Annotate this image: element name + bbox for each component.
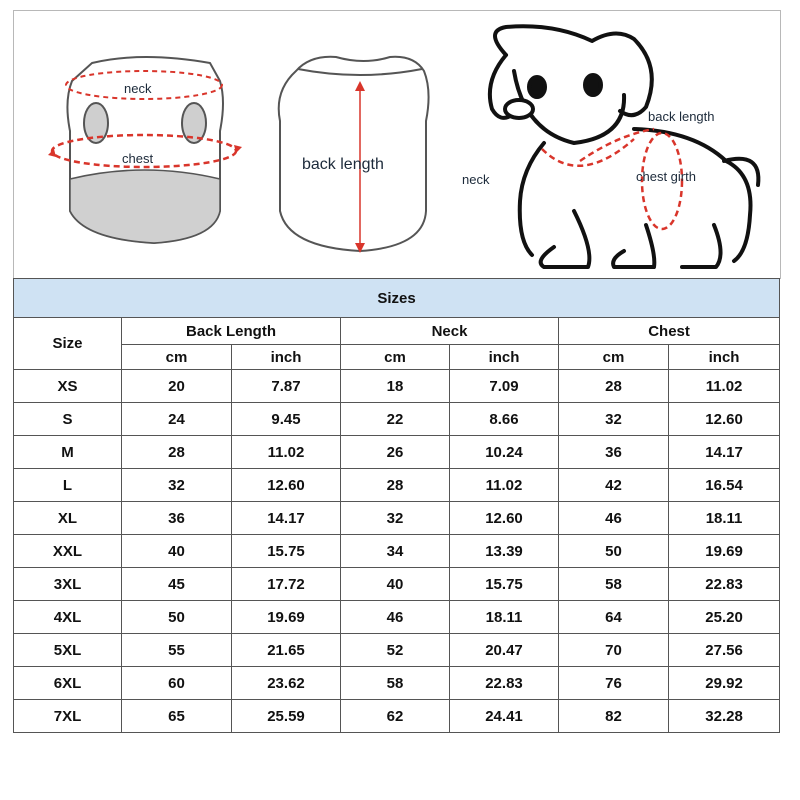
- measurement-cell: 24.41: [450, 700, 559, 733]
- measurement-cell: 25.59: [232, 700, 341, 733]
- unit-header: inch: [450, 345, 559, 370]
- measurement-cell: 29.92: [669, 667, 780, 700]
- size-cell: XS: [14, 370, 122, 403]
- size-cell: M: [14, 436, 122, 469]
- measurement-cell: 23.62: [232, 667, 341, 700]
- measurement-cell: 50: [122, 601, 232, 634]
- dog-neck-label: neck: [462, 172, 490, 187]
- measurement-cell: 12.60: [450, 502, 559, 535]
- table-row: [14, 436, 780, 469]
- measurement-cell: 32.28: [669, 700, 780, 733]
- measurement-cell: 19.69: [232, 601, 341, 634]
- measurement-cell: 22.83: [450, 667, 559, 700]
- measurement-cell: 15.75: [232, 535, 341, 568]
- measurement-cell: 76: [559, 667, 669, 700]
- measurement-cell: 11.02: [232, 436, 341, 469]
- size-cell: 6XL: [14, 667, 122, 700]
- table-row: [14, 601, 780, 634]
- unit-header: inch: [232, 345, 341, 370]
- size-column-header: Size: [14, 318, 122, 370]
- measurement-cell: 21.65: [232, 634, 341, 667]
- measurement-cell: 15.75: [450, 568, 559, 601]
- measurement-cell: 34: [341, 535, 450, 568]
- table-row: [14, 700, 780, 733]
- measurement-cell: 28: [122, 436, 232, 469]
- measurement-cell: 22.83: [669, 568, 780, 601]
- size-rows: [14, 370, 780, 733]
- measurement-cell: 40: [341, 568, 450, 601]
- measurement-cell: 82: [559, 700, 669, 733]
- measurement-cell: 32: [341, 502, 450, 535]
- measurement-cell: 64: [559, 601, 669, 634]
- size-cell: 4XL: [14, 601, 122, 634]
- measurement-cell: 20: [122, 370, 232, 403]
- measurement-cell: 16.54: [669, 469, 780, 502]
- table-row: [14, 469, 780, 502]
- table-row: [14, 403, 780, 436]
- measurement-cell: 55: [122, 634, 232, 667]
- unit-header: cm: [341, 345, 450, 370]
- unit-header: cm: [122, 345, 232, 370]
- size-cell: 5XL: [14, 634, 122, 667]
- measurement-cell: 60: [122, 667, 232, 700]
- measurement-illustrations: [13, 10, 781, 279]
- chest-header: Chest: [559, 318, 780, 345]
- table-row: [14, 535, 780, 568]
- measurement-cell: 25.20: [669, 601, 780, 634]
- measurement-cell: 26: [341, 436, 450, 469]
- measurement-cell: 9.45: [232, 403, 341, 436]
- table-row: [14, 667, 780, 700]
- measurement-cell: 50: [559, 535, 669, 568]
- measurement-cell: 10.24: [450, 436, 559, 469]
- measurement-cell: 17.72: [232, 568, 341, 601]
- measurement-cell: 28: [559, 370, 669, 403]
- size-cell: 7XL: [14, 700, 122, 733]
- front-neck-label: neck: [124, 81, 152, 96]
- measurement-cell: 52: [341, 634, 450, 667]
- measurement-cell: 20.47: [450, 634, 559, 667]
- size-cell: L: [14, 469, 122, 502]
- back-length-label: back length: [302, 156, 384, 173]
- measurement-cell: 40: [122, 535, 232, 568]
- measurement-cell: 14.17: [669, 436, 780, 469]
- measurement-cell: 18.11: [450, 601, 559, 634]
- measurement-cell: 58: [559, 568, 669, 601]
- measurement-cell: 28: [341, 469, 450, 502]
- measurement-cell: 27.56: [669, 634, 780, 667]
- table-title: Sizes: [14, 279, 780, 318]
- measurement-cell: 8.66: [450, 403, 559, 436]
- size-cell: XXL: [14, 535, 122, 568]
- measurement-cell: 18.11: [669, 502, 780, 535]
- dog-back-length-label: back length: [648, 109, 715, 124]
- illustration-graphics: [14, 11, 780, 279]
- size-cell: S: [14, 403, 122, 436]
- measurement-cell: 18: [341, 370, 450, 403]
- dog-chest-girth-label: chest girth: [636, 169, 696, 184]
- size-chart-table: [13, 278, 780, 733]
- measurement-cell: 32: [122, 469, 232, 502]
- measurement-cell: 19.69: [669, 535, 780, 568]
- measurement-cell: 45: [122, 568, 232, 601]
- measurement-cell: 7.87: [232, 370, 341, 403]
- measurement-cell: 36: [559, 436, 669, 469]
- front-chest-label: chest: [122, 151, 154, 166]
- size-cell: XL: [14, 502, 122, 535]
- measurement-cell: 13.39: [450, 535, 559, 568]
- table-row: [14, 370, 780, 403]
- table-row: [14, 568, 780, 601]
- measurement-cell: 42: [559, 469, 669, 502]
- measurement-cell: 7.09: [450, 370, 559, 403]
- measurement-cell: 58: [341, 667, 450, 700]
- back-length-header: Back Length: [122, 318, 341, 345]
- measurement-cell: 12.60: [232, 469, 341, 502]
- unit-header: cm: [559, 345, 669, 370]
- measurement-cell: 46: [341, 601, 450, 634]
- measurement-cell: 14.17: [232, 502, 341, 535]
- garment-back-illustration: [279, 57, 429, 253]
- measurement-cell: 11.02: [669, 370, 780, 403]
- measurement-cell: 62: [341, 700, 450, 733]
- measurement-cell: 32: [559, 403, 669, 436]
- measurement-cell: 65: [122, 700, 232, 733]
- size-cell: 3XL: [14, 568, 122, 601]
- unit-header: inch: [669, 345, 780, 370]
- table-row: [14, 634, 780, 667]
- measurement-cell: 22: [341, 403, 450, 436]
- measurement-cell: 11.02: [450, 469, 559, 502]
- measurement-cell: 24: [122, 403, 232, 436]
- table-row: [14, 502, 780, 535]
- measurement-cell: 36: [122, 502, 232, 535]
- neck-header: Neck: [341, 318, 559, 345]
- measurement-cell: 46: [559, 502, 669, 535]
- measurement-cell: 12.60: [669, 403, 780, 436]
- measurement-cell: 70: [559, 634, 669, 667]
